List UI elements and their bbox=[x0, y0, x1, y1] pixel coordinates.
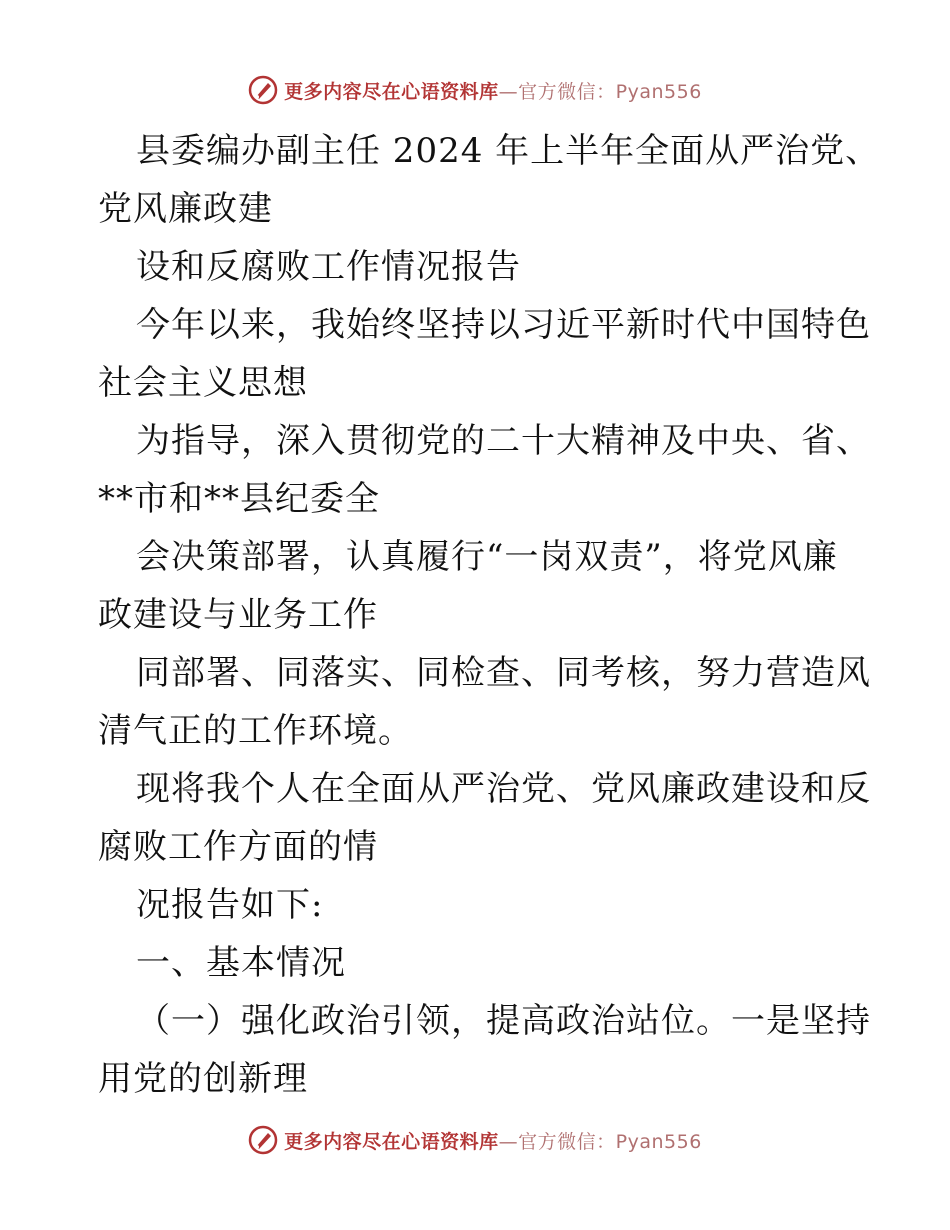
doc-line: 县委编办副主任 2024 年上半年全面从严治党、 bbox=[136, 131, 881, 171]
doc-line: **市和**县纪委全 bbox=[98, 479, 380, 519]
watermark-main: 更多内容尽在心语资料库 bbox=[284, 1130, 499, 1153]
watermark-text bbox=[284, 77, 702, 104]
doc-line: 一、基本情况 bbox=[136, 943, 346, 983]
doc-line: 现将我个人在全面从严治党、党风廉政建设和反 bbox=[136, 769, 871, 809]
doc-line: 今年以来，我始终坚持以习近平新时代中国特色 bbox=[136, 305, 871, 345]
doc-line: 设和反腐败工作情况报告 bbox=[136, 247, 521, 287]
pen-logo-icon bbox=[248, 1125, 278, 1155]
watermark-text bbox=[284, 1127, 702, 1154]
doc-line: 清气正的工作环境。 bbox=[98, 711, 413, 751]
doc-line: 况报告如下: bbox=[136, 885, 324, 925]
pen-logo-icon bbox=[248, 75, 278, 105]
footer-watermark-banner bbox=[0, 1120, 950, 1160]
doc-line: 腐败工作方面的情 bbox=[98, 827, 378, 867]
doc-line: 政建设与业务工作 bbox=[98, 595, 378, 635]
header-watermark-banner bbox=[0, 70, 950, 110]
doc-line: 党风廉政建 bbox=[98, 189, 273, 229]
watermark-contact: —官方微信：Pyan556 bbox=[498, 80, 702, 103]
doc-line: 会决策部署，认真履行“一岗双责”，将党风廉 bbox=[136, 537, 838, 577]
doc-line: （一）强化政治引领，提高政治站位。一是坚持 bbox=[136, 1001, 871, 1041]
doc-line: 为指导，深入贯彻党的二十大精神及中央、省、 bbox=[136, 421, 871, 461]
doc-line: 用党的创新理 bbox=[98, 1059, 308, 1099]
doc-line: 同部署、同落实、同检查、同考核，努力营造风 bbox=[136, 653, 871, 693]
doc-line: 社会主义思想 bbox=[98, 363, 308, 403]
watermark-contact: —官方微信：Pyan556 bbox=[498, 1130, 702, 1153]
watermark-main: 更多内容尽在心语资料库 bbox=[284, 80, 499, 103]
document-body bbox=[98, 122, 881, 1108]
